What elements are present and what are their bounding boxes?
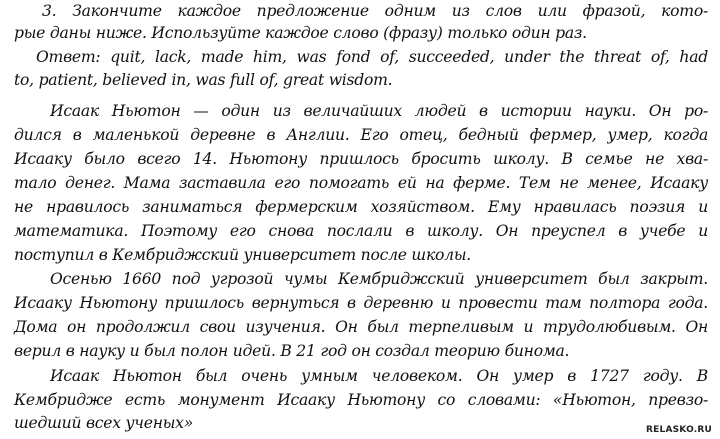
exercise-answer-line-1: Ответ: quit, lack, made him, was fond of, succeeded, under the threat of, had — [36, 48, 708, 66]
story-line-10: Дома он продолжил свои изучения. Он был терпеливым и трудолюбивым. Он — [14, 318, 708, 336]
story-line-6: математика. Поэтому его снова послали в школу. Он преуспел в учебе и — [14, 222, 708, 240]
story-line-3: Исааку было всего 14. Ньютону пришлось бросить школу. В семье не хва- — [14, 150, 708, 168]
exercise-answer-line-2: to, patient, believed in, was full of, great wisdom. — [14, 71, 393, 89]
story-line-9: Исааку Ньютону пришлось вернуться в деревню и провести там полтора года. — [14, 294, 708, 312]
story-line-14: шедший всех ученых» — [14, 414, 194, 432]
exercise-line-1: 3. Закончите каждое предложение одним из слов или фразой, кото- — [42, 2, 708, 20]
story-line-7: поступил в Кембриджский университет после школы. — [14, 246, 471, 264]
story-line-13: Кембридже есть монумент Исааку Ньютону со словами: «Ньютон, превзо- — [14, 391, 708, 409]
story-line-2: дился в маленькой деревне в Англии. Его отец, бедный фермер, умер, когда — [14, 126, 708, 144]
story-line-11: верил в науку и был полон идей. В 21 год он создал теорию бинома. — [14, 342, 570, 360]
exercise-line-2: рые даны ниже. Используйте каждое слово (фразу) только один раз. — [14, 24, 587, 42]
story-line-8: Осенью 1660 под угрозой чумы Кембриджский университет был закрыт. — [50, 270, 708, 288]
story-line-1: Исаак Ньютон — один из величайших людей в истории науки. Он ро- — [50, 102, 708, 120]
story-line-4: тало денег. Мама заставила его помогать ей на ферме. Тем не менее, Исааку — [14, 174, 708, 192]
story-line-5: не нравилось заниматься фермерским хозяйством. Ему нравилась поэзия и — [14, 198, 708, 216]
story-line-12: Исаак Ньютон был очень умным человеком. Он умер в 1727 году. В — [50, 367, 708, 385]
watermark: RELASKO.RU — [646, 425, 712, 435]
